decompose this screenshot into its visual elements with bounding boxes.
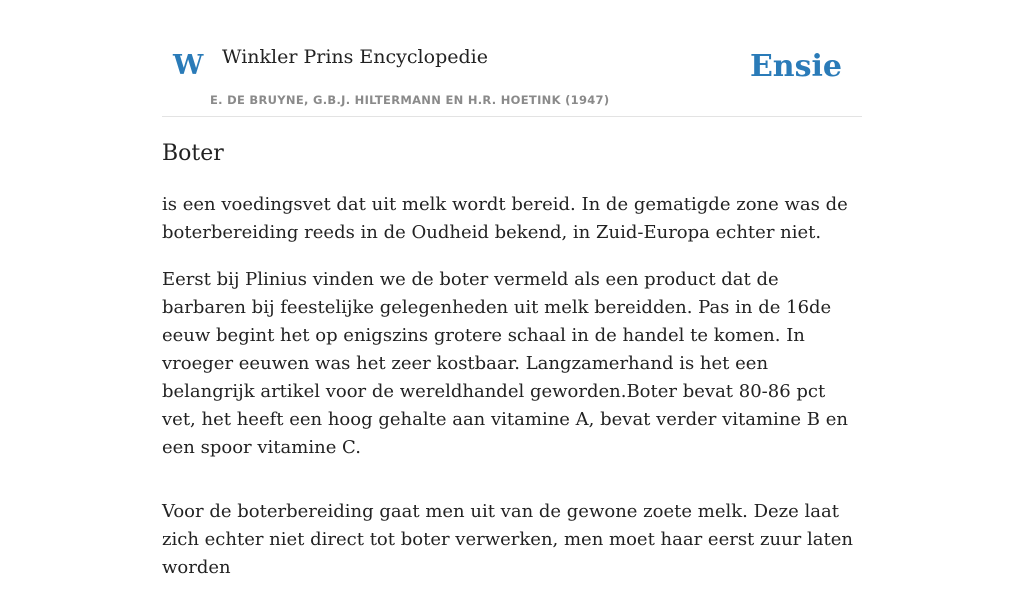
- article-paragraph: Eerst bij Plinius vinden we de boter vermeld als een product dat de barbaren bij feestelijke gelegenheden uit melk bereidden. Pas in de 16de eeuw begint het op enigszins grotere schaal in de handel te komen. In vroeger eeuwen was het zeer kostbaar. Langzamerhand is het een belangrijk artikel voor de wereldhandel geworden.Boter bevat 80-86 pct vet, het heeft een hoog gehalte aan vitamine A, bevat verder vitamine B en een spoor vitamine C.: [162, 268, 848, 458]
- brand-logo[interactable]: Ensie: [749, 49, 842, 84]
- source-authors: E. DE BRUYNE, G.B.J. HILTERMANN EN H.R. HOETINK (1947): [210, 93, 610, 107]
- article-paragraph: Voor de boterbereiding gaat men uit van de gewone zoete melk. Deze laat zich echter niet direct tot boter verwerken, men moet haar eerst zuur laten worden: [162, 500, 853, 578]
- article: [162, 140, 862, 601]
- article-title: Boter: [162, 141, 224, 166]
- source-title[interactable]: Winkler Prins Encyclopedie: [222, 46, 488, 68]
- source-header: [162, 0, 862, 117]
- article-paragraph: is een voedingsvet dat uit melk wordt bereid. In de gematigde zone was de boterbereiding reeds in de Oudheid bekend, in Zuid-Europa echter niet.: [162, 193, 848, 243]
- source-logo[interactable]: W: [173, 50, 204, 81]
